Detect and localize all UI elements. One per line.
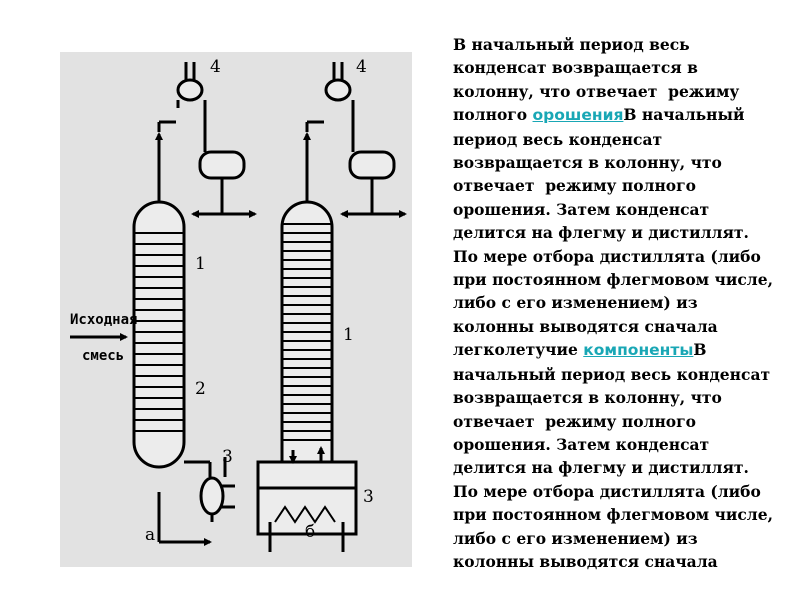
label-a-2: 2 [195,379,206,399]
label-b-4: 4 [356,57,367,77]
label-a-3: 3 [222,447,233,467]
caption-b: б [305,522,316,542]
label-a-4: 4 [210,57,221,77]
feed-label-line1: Исходная [70,312,138,328]
text-segment-1: В начальный период весь конденсат возвращается в колонну, что отвечает режиму полного [453,35,745,125]
text-segment-2: В начальный период весь конденсат возвращается в колонну, что отвечает режиму полного орошения. Затем конденсат делится на флегму и дистиллят. По мере отбора дистиллята (либо при постоянном флегмовом числе, либо с его изменением) из колонны выводятся сначала легколетучие [453,105,779,360]
column-a [134,202,184,467]
label-b-1: 1 [343,325,354,345]
link-oroshenie[interactable]: орошения [532,106,624,125]
distillation-diagram [60,52,412,567]
label-a-1: 1 [195,254,206,274]
text-segment-3: В начальный период весь конденсат возвращается в колонну, что отвечает режиму полного орошения. Затем конденсат делится на флегму и дистиллят. По мере отбора дистиллята (либо при постоянном флегмовом числе, либо с его изменением) из колонны выводятся сначала [453,340,779,571]
link-komponenty[interactable]: компоненты [583,341,694,360]
caption-a: а [145,525,156,545]
slide-body-text [453,33,779,573]
label-b-3: 3 [363,487,374,507]
feed-label-line2: смесь [82,348,125,364]
